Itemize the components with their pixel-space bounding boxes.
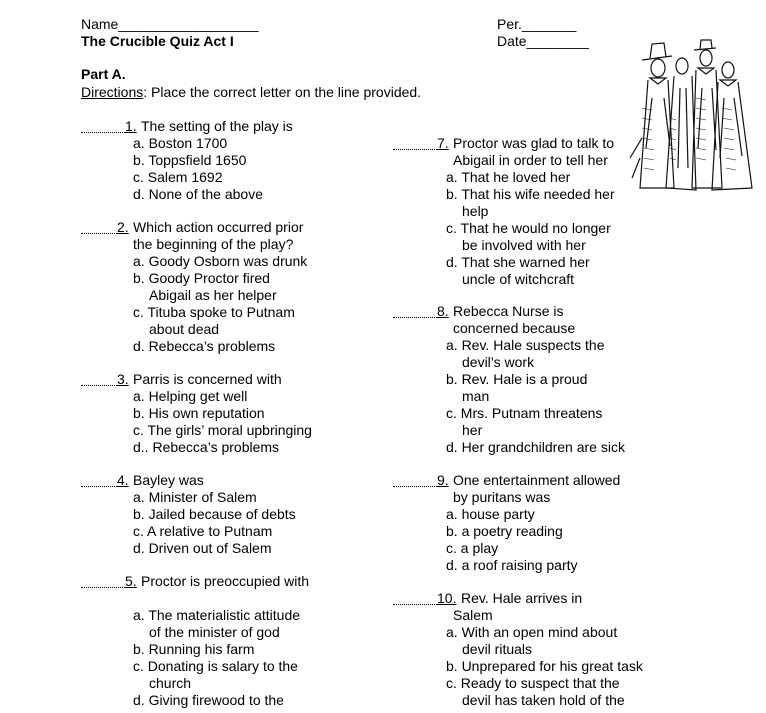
question-text: Proctor was glad to talk to <box>453 135 615 151</box>
answer-option: a. Rev. Hale suspects the <box>446 337 605 353</box>
name-field[interactable] <box>81 16 259 33</box>
question-text: Proctor is preoccupied with <box>141 573 310 589</box>
question-text: by puritans was <box>453 489 551 505</box>
answer-option-continued: man <box>462 388 490 404</box>
question-text: Bayley was <box>133 472 204 488</box>
answer-option: b. That his wife needed her <box>446 186 615 202</box>
question-number: 10. <box>437 590 457 606</box>
period-blank: _______ <box>521 16 577 32</box>
question-number: 9. <box>437 472 449 488</box>
answer-option: a. Minister of Salem <box>133 489 257 505</box>
answer-option-continued: of the minister of god <box>149 624 280 640</box>
directions <box>81 84 421 101</box>
question-number: 3. <box>117 371 129 387</box>
directions-text: : Place the correct letter on the line provided. <box>143 84 422 100</box>
answer-option: d. Rebecca’s problems <box>133 338 276 354</box>
question-number: 5. <box>125 573 137 589</box>
answer-option: c. Donating is salary to the <box>133 658 298 674</box>
puritan-figures-sketch-icon <box>612 38 758 196</box>
question-text: Abigail in order to tell her <box>453 152 608 168</box>
answer-option: b. Rev. Hale is a proud <box>446 371 588 387</box>
date-field[interactable] <box>497 33 589 50</box>
answer-option: b. Toppsfield 1650 <box>133 152 247 168</box>
answer-option: b. Goody Proctor fired <box>133 270 270 286</box>
period-label: Per. <box>497 16 522 32</box>
answer-option: b. Running his farm <box>133 641 255 657</box>
question-text: Rebecca Nurse is <box>453 303 564 319</box>
answer-option: c. a play <box>446 540 499 556</box>
date-label: Date <box>497 33 527 49</box>
answer-option-continued: devil’s work <box>462 354 535 370</box>
answer-blank[interactable] <box>81 118 125 133</box>
answer-option-continued: devil has taken hold of the <box>462 692 625 708</box>
answer-option-continued: about dead <box>149 321 220 337</box>
answer-option-continued: her <box>462 422 483 438</box>
date-blank: ________ <box>526 33 589 49</box>
answer-option: b. Jailed because of debts <box>133 506 296 522</box>
question-number: 8. <box>437 303 449 319</box>
directions-label: Directions <box>81 84 144 100</box>
question-number: 7. <box>437 135 449 151</box>
answer-blank[interactable] <box>393 135 437 150</box>
answer-option-continued: Abigail as her helper <box>149 287 277 303</box>
answer-option: b. a poetry reading <box>446 523 563 539</box>
question-text: Salem <box>453 607 493 623</box>
answer-option-continued: be involved with her <box>462 237 586 253</box>
question-text: The setting of the play is <box>141 118 293 134</box>
question-number: 2. <box>117 219 129 235</box>
answer-option: c. Mrs. Putnam threatens <box>446 405 603 421</box>
answer-blank[interactable] <box>393 472 437 487</box>
answer-option: a. With an open mind about <box>446 624 618 640</box>
answer-option: a. Helping get well <box>133 388 248 404</box>
question-number: 1. <box>125 118 137 134</box>
answer-option: b. Unprepared for his great task <box>446 658 643 674</box>
name-label: Name <box>81 16 119 32</box>
answer-option: d. That she warned her <box>446 254 590 270</box>
period-field[interactable] <box>497 16 576 33</box>
answer-option: a. house party <box>446 506 535 522</box>
answer-option: d.. Rebecca’s problems <box>133 439 280 455</box>
name-blank: __________________ <box>118 16 259 32</box>
question-number: 4. <box>117 472 129 488</box>
answer-option: d. None of the above <box>133 186 263 202</box>
answer-option: c. That he would no longer <box>446 220 611 236</box>
answer-option: c. A relative to Putnam <box>133 523 273 539</box>
answer-option: d. Her grandchildren are sick <box>446 439 625 455</box>
answer-option: c. Ready to suspect that the <box>446 675 620 691</box>
answer-option: d. Giving firewood to the <box>133 692 284 708</box>
answer-option-continued: uncle of witchcraft <box>462 271 575 287</box>
answer-option: c. Salem 1692 <box>133 169 223 185</box>
answer-blank[interactable] <box>81 472 117 487</box>
answer-option-continued: help <box>462 203 489 219</box>
answer-option: a. Boston 1700 <box>133 135 228 151</box>
answer-option-continued: devil rituals <box>462 641 533 657</box>
answer-option: c. The girls’ moral upbringing <box>133 422 312 438</box>
question-text: concerned because <box>453 320 576 336</box>
answer-blank[interactable] <box>393 303 437 318</box>
answer-option: a. That he loved her <box>446 169 571 185</box>
answer-option: d. a roof raising party <box>446 557 578 573</box>
answer-option: b. His own reputation <box>133 405 265 421</box>
question-text: Rev. Hale arrives in <box>461 590 583 606</box>
quiz-title: The Crucible Quiz Act I <box>81 33 234 49</box>
answer-blank[interactable] <box>81 573 125 588</box>
answer-option: c. Tituba spoke to Putnam <box>133 304 295 320</box>
answer-option: a. Goody Osborn was drunk <box>133 253 308 269</box>
answer-option: d. Driven out of Salem <box>133 540 272 556</box>
answer-blank[interactable] <box>81 371 117 386</box>
answer-option: a. The materialistic attitude <box>133 607 301 623</box>
part-label: Part A. <box>81 66 126 82</box>
answer-blank[interactable] <box>81 219 117 234</box>
question-text: the beginning of the play? <box>133 236 294 252</box>
answer-option-continued: church <box>149 675 192 691</box>
question-text: Parris is concerned with <box>133 371 282 387</box>
question-text: One entertainment allowed <box>453 472 621 488</box>
question-text: Which action occurred prior <box>133 219 304 235</box>
